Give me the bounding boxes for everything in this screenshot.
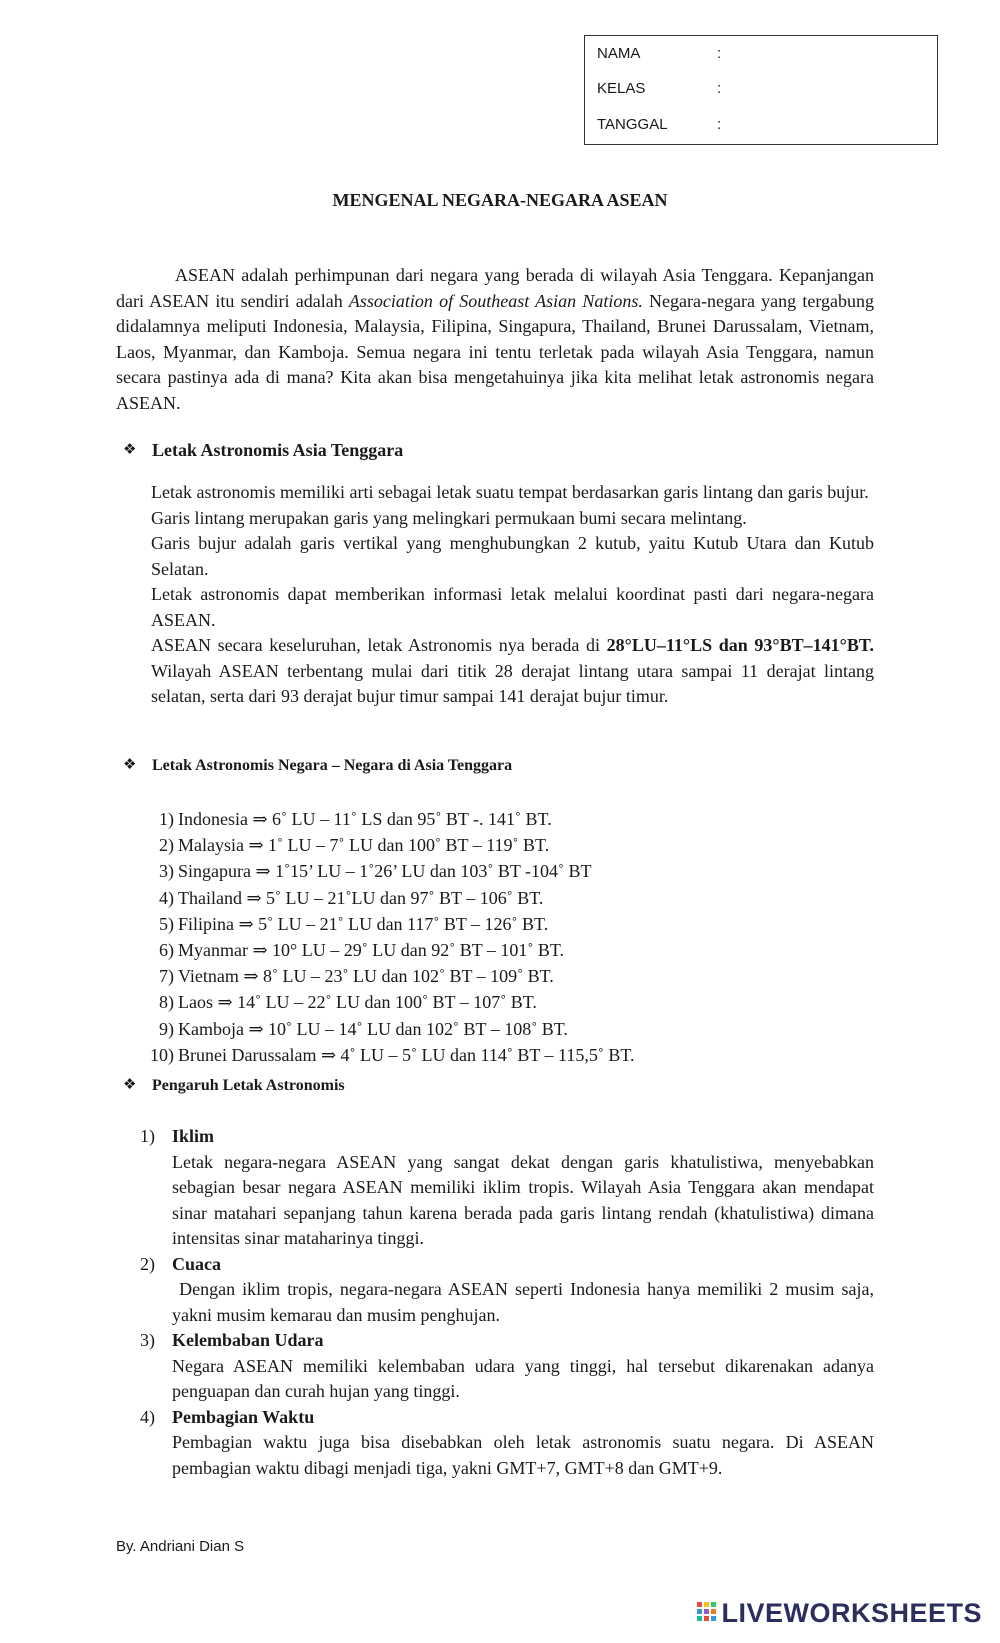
list-item: 5) Filipina ⇒ 5˚ LU – 21˚ LU dan 117˚ BT – 126˚ BT. — [159, 913, 549, 934]
section-heading-astronomical-location: ❖ Letak Astronomis Asia Tenggara — [124, 440, 403, 461]
effect-text: Letak negara-negara ASEAN yang sangat dekat dengan garis khatulistiwa, menyebabkan sebagian besar negara ASEAN memiliki iklim tropis. Wilayah Asia Tenggara akan mendapat sinar matahari sepanjang tahun karena berada pada garis lintang rendah (khatulistiwa) dimana intensitas sinar mataharinya tinggi. — [172, 1151, 874, 1248]
liveworksheets-logo-icon — [696, 1601, 718, 1627]
list-item: 4) Pembagian Waktu Pembagian waktu juga bisa disebabkan oleh letak astronomis suatu negara. Di ASEAN pembagian waktu dibagi menjadi tiga, yakni GMT+7, GMT+8 dan GMT+9. — [140, 1405, 874, 1482]
list-item: 10) Brunei Darussalam ⇒ 4˚ LU – 5˚ LU dan 114˚ BT – 115,5˚ BT. — [150, 1044, 635, 1065]
longitude-paragraph: Garis bujur adalah garis vertikal yang menghubungkan 2 kutub, yaitu Kutub Utara dan Kutub Selatan. — [151, 533, 874, 579]
list-item: 1) Iklim Letak negara-negara ASEAN yang sangat dekat dengan garis khatulistiwa, menyebabkan sebagian besar negara ASEAN memiliki iklim tropis. Wilayah Asia Tenggara akan mendapat sinar matahari sepanjang tahun karena berada pada garis lintang rendah (khatulistiwa) dimana intensitas sinar mataharinya tinggi. — [140, 1124, 874, 1252]
diamond-bullet-icon — [124, 759, 138, 773]
list-item: 7) Vietnam ⇒ 8˚ LU – 23˚ LU dan 102˚ BT – 109˚ BT. — [159, 966, 554, 987]
asean-coordinates-paragraph: ASEAN secara keseluruhan, letak Astronomis nya berada di 28°LU–11°LS dan 93°BT–141°BT. Wilayah ASEAN terbentang mulai dari titik 28 derajat lintang utara sampai 11 derajat lintang selatan, serta dari 93 derajat bujur timur sampai 141 derajat bujur timur. — [151, 635, 875, 706]
astronomical-influence-list — [140, 1124, 879, 1481]
list-item: 2) Cuaca Dengan iklim tropis, negara-negara ASEAN seperti Indonesia hanya memiliki 2 musim saja, yakni musim kemarau dan musim penghujan. — [140, 1252, 874, 1329]
page-title: MENGENAL NEGARA-NEGARA ASEAN — [332, 190, 668, 210]
name-label: NAMA — [597, 45, 641, 62]
liveworksheets-brand[interactable] — [696, 1598, 982, 1629]
effect-text: Dengan iklim tropis, negara-negara ASEAN seperti Indonesia hanya memiliki 2 musim saja, yakni musim kemarau dan musim penghujan. — [172, 1279, 879, 1325]
name-field[interactable]: NAMA : — [597, 45, 722, 62]
list-item: 6) Myanmar ⇒ 10° LU – 29˚ LU dan 92˚ BT – 101˚ BT. — [159, 940, 565, 961]
diamond-bullet-icon — [124, 1079, 138, 1093]
effect-text: Negara ASEAN memiliki kelembaban udara yang tinggi, hal tersebut dikarenakan adanya penguapan dan curah hujan yang tinggi. — [172, 1355, 874, 1401]
effect-title: Kelembaban Udara — [172, 1330, 324, 1350]
astronomical-location-text — [151, 480, 874, 710]
date-field[interactable]: TANGGAL : — [597, 116, 722, 133]
author-credit: By. Andriani Dian S — [116, 1538, 245, 1555]
list-item: 1) Indonesia ⇒ 6˚ LU – 11˚ LS dan 95˚ BT -. 141˚ BT. — [159, 809, 552, 829]
list-item: 4) Thailand ⇒ 5˚ LU – 21˚LU dan 97˚ BT – 106˚ BT. — [159, 887, 544, 908]
effect-text: Pembagian waktu juga bisa disebabkan oleh letak astronomis suatu negara. Di ASEAN pembagian waktu dibagi menjadi tiga, yakni GMT+7, GMT+8 dan GMT+9. — [172, 1432, 874, 1478]
list-item: 3) Singapura ⇒ 1˚15’ LU – 1˚26’ LU dan 103˚ BT -104˚ BT — [159, 861, 592, 882]
definition-paragraph: Letak astronomis memiliki arti sebagai letak suatu tempat berdasarkan garis lintang dan garis bujur. — [151, 482, 869, 502]
coordinate-info-paragraph: Letak astronomis dapat memberikan informasi letak melalui koordinat pasti dari negara-negara ASEAN. — [151, 584, 874, 630]
student-info-box — [584, 35, 938, 145]
effect-title: Cuaca — [172, 1253, 221, 1274]
country-coordinates-list — [130, 806, 830, 1068]
latitude-paragraph: Garis lintang merupakan garis yang melingkari permukaan bumi secara melintang. — [151, 507, 747, 528]
effect-title: Iklim — [172, 1126, 215, 1146]
intro-paragraph: ASEAN adalah perhimpunan dari negara yang berada di wilayah Asia Tenggara. Kepanjangan dari ASEAN itu sendiri adalah Association of Southeast Asian Nations. Negara-negara yang tergabung didalamnya meliputi Indonesia, Malaysia, Filipina, Singapura, Thailand, Brunei Darussalam, Vietnam, Laos, Myanmar, dan Kamboja. Semua negara ini tentu terletak pada wilayah Asia Tenggara, namun secara pastinya ada di mana? Kita akan bisa mengetahuinya jika kita melihat letak astronomis negara ASEAN. — [116, 265, 874, 413]
list-item: 8) Laos ⇒ 14˚ LU – 22˚ LU dan 100˚ BT – 107˚ BT. — [159, 992, 537, 1013]
date-label: TANGGAL — [597, 116, 668, 133]
diamond-bullet-icon — [124, 444, 138, 458]
list-item: 3) Kelembaban Udara Negara ASEAN memiliki kelembaban udara yang tinggi, hal tersebut dikarenakan adanya penguapan dan curah hujan yang tinggi. — [140, 1328, 874, 1405]
brand-name: LIVEWORKSHEETS — [721, 1598, 982, 1628]
list-item: 9) Kamboja ⇒ 10˚ LU – 14˚ LU dan 102˚ BT – 108˚ BT. — [159, 1018, 568, 1039]
section-heading-country-coordinates: ❖ Letak Astronomis Negara – Negara di Asia Tenggara — [124, 757, 512, 775]
list-item: 2) Malaysia ⇒ 1˚ LU – 7˚ LU dan 100˚ BT – 119˚ BT. — [159, 835, 550, 856]
class-label: KELAS — [597, 80, 646, 97]
section-heading-astronomical-influence: ❖ Pengaruh Letak Astronomis — [124, 1077, 345, 1095]
class-field[interactable]: KELAS : — [597, 80, 722, 97]
effect-title: Pembagian Waktu — [172, 1406, 315, 1427]
